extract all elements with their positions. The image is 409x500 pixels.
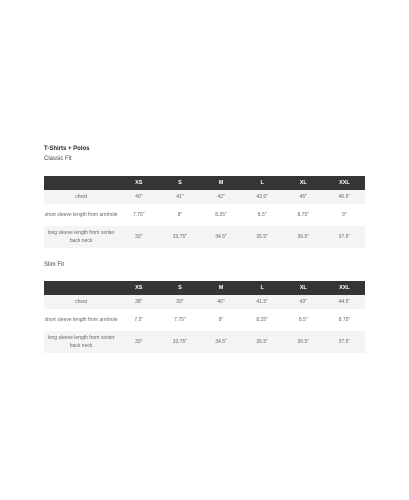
row-label: short sleeve length from armhole xyxy=(44,309,118,331)
header-cell-xl: XL xyxy=(283,281,324,295)
table-cell: 36.5" xyxy=(283,331,324,353)
table-cell: 8.5" xyxy=(242,204,283,226)
table-header-row xyxy=(44,176,365,190)
table-row xyxy=(44,226,365,248)
header-cell-xs: XS xyxy=(118,176,159,190)
header-cell-l: L xyxy=(242,176,283,190)
table-cell: 8.25" xyxy=(242,309,283,331)
table-row xyxy=(44,309,365,331)
header-cell-xs: XS xyxy=(118,281,159,295)
table-cell: 41.5" xyxy=(242,295,283,309)
table-cell: 35.5" xyxy=(242,331,283,353)
slim-fit-table xyxy=(44,281,365,353)
table-cell: 37.5" xyxy=(324,331,365,353)
header-cell-xl: XL xyxy=(283,176,324,190)
table-cell: 45" xyxy=(283,190,324,204)
table-cell: 43" xyxy=(283,295,324,309)
table-cell: 33.75" xyxy=(159,331,200,353)
table-cell: 8.75" xyxy=(283,204,324,226)
table-cell: 44.5" xyxy=(324,295,365,309)
table-row xyxy=(44,331,365,353)
table-cell: 36.5" xyxy=(283,226,324,248)
row-label: chest xyxy=(44,190,118,204)
table-cell: 8" xyxy=(200,309,241,331)
header-cell xyxy=(44,281,118,295)
header-cell-xxl: XXL xyxy=(324,281,365,295)
table-cell: 7.5" xyxy=(118,309,159,331)
table-cell: 9" xyxy=(324,204,365,226)
table-cell: 42" xyxy=(200,190,241,204)
table-header-row xyxy=(44,281,365,295)
table-cell: 33.75" xyxy=(159,226,200,248)
table-row xyxy=(44,204,365,226)
table-cell: 40" xyxy=(200,295,241,309)
table-cell: 7.75" xyxy=(159,309,200,331)
classic-fit-title: Classic Fit xyxy=(44,156,72,162)
slim-fit-title: Slim Fit xyxy=(44,262,64,268)
header-cell-m: M xyxy=(200,281,241,295)
row-label: chest xyxy=(44,295,118,309)
header-cell-m: M xyxy=(200,176,241,190)
table-row xyxy=(44,190,365,204)
table-cell: 37.5" xyxy=(324,226,365,248)
table-cell: 35.5" xyxy=(242,226,283,248)
table-cell: 7.75" xyxy=(118,204,159,226)
table-cell: 43.5" xyxy=(242,190,283,204)
table-cell: 46.5" xyxy=(324,190,365,204)
classic-fit-table xyxy=(44,176,365,248)
section-title: T-Shirts + Polos xyxy=(44,146,90,152)
table-cell: 34.5" xyxy=(200,226,241,248)
table-cell: 38" xyxy=(118,295,159,309)
table-cell: 8.5" xyxy=(283,309,324,331)
table-cell: 40" xyxy=(118,190,159,204)
table-cell: 8.75" xyxy=(324,309,365,331)
row-label: short sleeve length from armhole xyxy=(44,204,118,226)
table-cell: 8.25" xyxy=(200,204,241,226)
header-cell-xxl: XXL xyxy=(324,176,365,190)
row-label: long sleeve length from center back neck xyxy=(44,226,118,248)
table-cell: 8" xyxy=(159,204,200,226)
table-cell: 34.5" xyxy=(200,331,241,353)
table-cell: 33" xyxy=(118,226,159,248)
header-cell xyxy=(44,176,118,190)
table-row xyxy=(44,295,365,309)
table-cell: 39" xyxy=(159,295,200,309)
row-label: long sleeve length from center back neck xyxy=(44,331,118,353)
table-cell: 33" xyxy=(118,331,159,353)
table-cell: 41" xyxy=(159,190,200,204)
header-cell-l: L xyxy=(242,281,283,295)
header-cell-s: S xyxy=(159,176,200,190)
header-cell-s: S xyxy=(159,281,200,295)
